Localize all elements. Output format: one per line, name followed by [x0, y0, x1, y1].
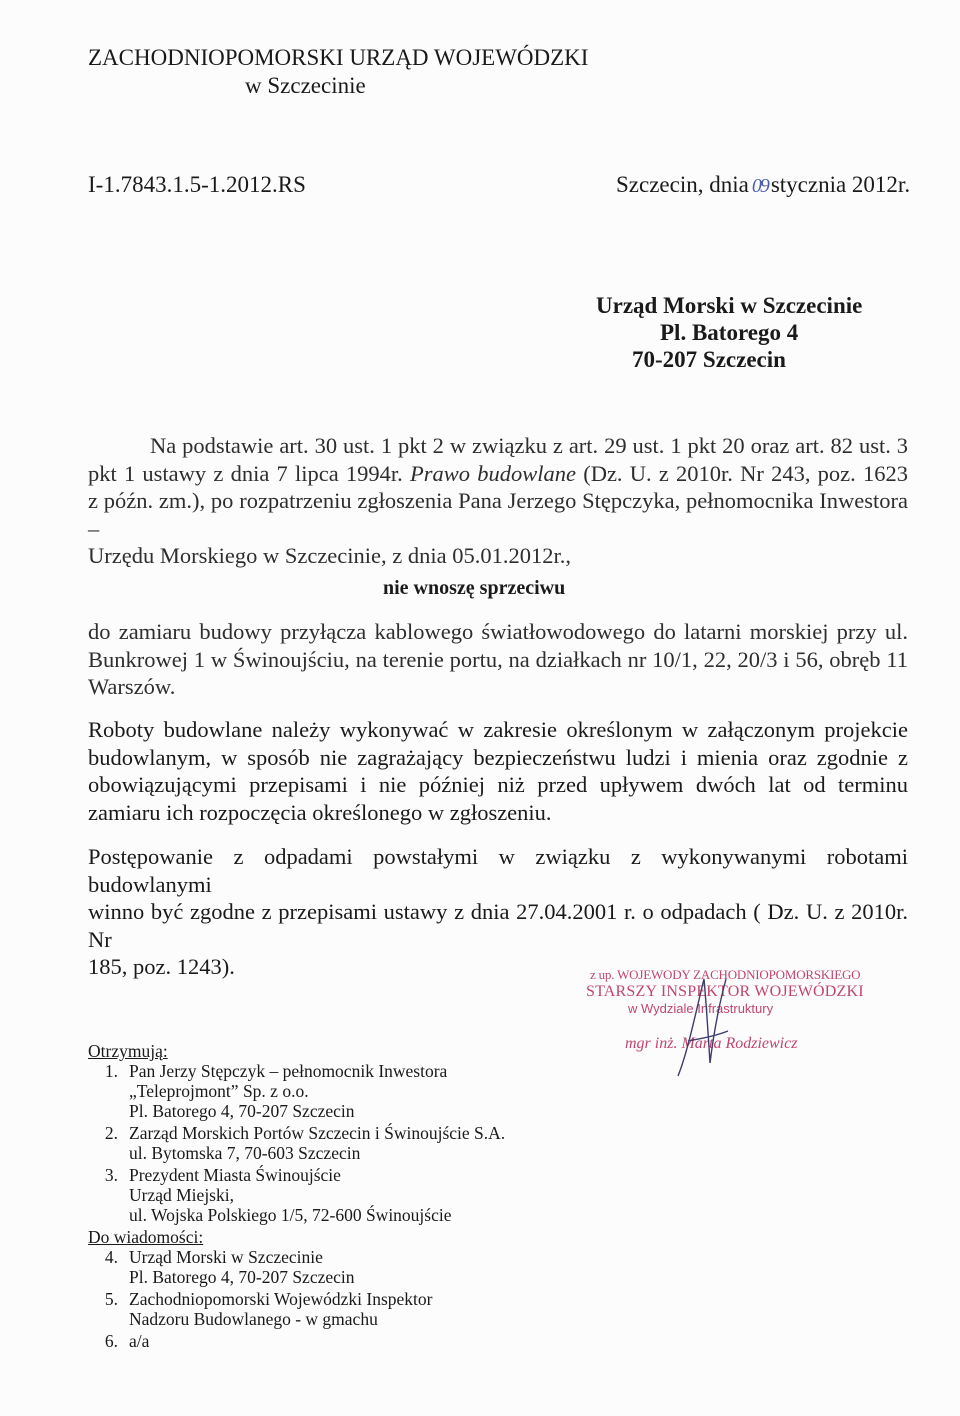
item-line: ul. Wojska Polskiego 1/5, 72-600 Świnoujście [129, 1205, 452, 1225]
stamp-line-department: w Wydziale Infrastruktury [628, 1001, 774, 1016]
stamp-line-authority: z up. WOJEWODY ZACHODNIOPOMORSKIEGO [590, 967, 861, 982]
purpose-paragraph [88, 618, 908, 701]
item-line: Urząd Morski w Szczecinie [129, 1247, 323, 1267]
item-number: 1. [104, 1061, 118, 1081]
act-title: Prawo budowlane [410, 460, 576, 486]
legal-basis-line: Na podstawie art. 30 ust. 1 pkt 2 w związku z art. 29 ust. 1 pkt 20 oraz art. 82 ust. 3 [150, 433, 908, 458]
item-line: Pan Jerzy Stępczyk – pełnomocnik Inwestora [129, 1061, 448, 1081]
works-line: Roboty budowlane należy wykonywać w zakresie określonym w załączonym projekcie [88, 717, 908, 742]
item-line: Pl. Batorego 4, 70-207 Szczecin [129, 1267, 355, 1287]
stamp-line-name: mgr inż. Marta Rodziewicz [625, 1035, 798, 1052]
works-line: budowlanym, w sposób nie zagrażający bezpieczeństwu ludzi i mienia oraz zgodnie z [88, 744, 908, 770]
purpose-line: do zamiaru budowy przyłącza kablowego światłowodowego do latarni morskiej przy ul. [88, 619, 908, 644]
legal-basis-paragraph [88, 432, 908, 570]
info-heading: Do wiadomości: [88, 1227, 204, 1247]
waste-line: Postępowanie z odpadami powstałymi w związku z wykonywanymi robotami budowlanymi [88, 844, 908, 897]
addressee-name: Urząd Morski w Szczecinie [596, 293, 863, 318]
item-number: 5. [104, 1289, 118, 1309]
legal-basis-text: pkt 1 ustawy z dnia 7 lipca 1994r. [88, 460, 403, 486]
purpose-line: Warszów. [88, 674, 176, 699]
stamp-line-title: STARSZY INSPEKTOR WOJEWÓDZKI [586, 983, 864, 1000]
date-suffix: stycznia 2012r. [770, 172, 911, 197]
legal-basis-text: (Dz. U. z 2010r. Nr 243, poz. 1623 [583, 460, 908, 486]
item-line: Zarząd Morskich Portów Szczecin i Świnoujście S.A. [129, 1123, 506, 1143]
document-date [616, 171, 910, 200]
waste-line: 185, poz. 1243). [88, 954, 235, 979]
item-line: a/a [129, 1331, 150, 1351]
item-line: Prezydent Miasta Świnoujście [129, 1165, 341, 1185]
item-number: 2. [104, 1123, 118, 1143]
item-line: „Teleprojmont” Sp. z o.o. [129, 1081, 309, 1101]
works-paragraph [88, 716, 908, 826]
item-line: Nadzoru Budowlanego - w gmachu [129, 1309, 378, 1329]
legal-basis-line: z późn. zm.), po rozpatrzeniu zgłoszenia Pana Jerzego Stępczyka, pełnomocnika Inwestora – [88, 488, 908, 541]
addressee-postal: 70-207 Szczecin [632, 347, 786, 372]
legal-basis-line [88, 460, 908, 488]
waste-line: winno być zgodne z przepisami ustawy z dnia 27.04.2001 r. o odpadach ( Dz. U. z 2010r. Nr [88, 899, 908, 952]
handwritten-signature [668, 971, 738, 1081]
works-line: obowiązującymi przepisami i nie później niż przed upływem dwóch lat od terminu [88, 772, 908, 797]
item-number: 6. [104, 1331, 118, 1351]
item-number: 4. [104, 1247, 118, 1267]
recipients-heading: Otrzymują: [88, 1041, 168, 1061]
date-day-handwritten: 09 [751, 175, 768, 197]
item-line: Urząd Miejski, [129, 1185, 234, 1205]
office-name: ZACHODNIOPOMORSKI URZĄD WOJEWÓDZKI [88, 45, 589, 70]
item-number: 3. [104, 1165, 118, 1185]
waste-paragraph [88, 843, 908, 981]
item-line: ul. Bytomska 7, 70-603 Szczecin [129, 1143, 361, 1163]
legal-basis-line: Urzędu Morskiego w Szczecinie, z dnia 05.01.2012r., [88, 543, 571, 568]
date-prefix: Szczecin, dnia [616, 172, 749, 197]
item-line: Pl. Batorego 4, 70-207 Szczecin [129, 1101, 355, 1121]
works-line: zamiaru ich rozpoczęcia określonego w zgłoszeniu. [88, 799, 552, 825]
purpose-line: Bunkrowej 1 w Świnoujściu, na terenie portu, na działkach nr 10/1, 22, 20/3 i 56, obręb 11 [88, 646, 908, 672]
decision-heading: nie wnoszę sprzeciwu [383, 577, 566, 599]
reference-number: I-1.7843.1.5-1.2012.RS [88, 172, 306, 197]
addressee-street: Pl. Batorego 4 [660, 320, 799, 345]
item-line: Zachodniopomorski Wojewódzki Inspektor [129, 1289, 433, 1309]
office-city: w Szczecinie [245, 73, 366, 98]
